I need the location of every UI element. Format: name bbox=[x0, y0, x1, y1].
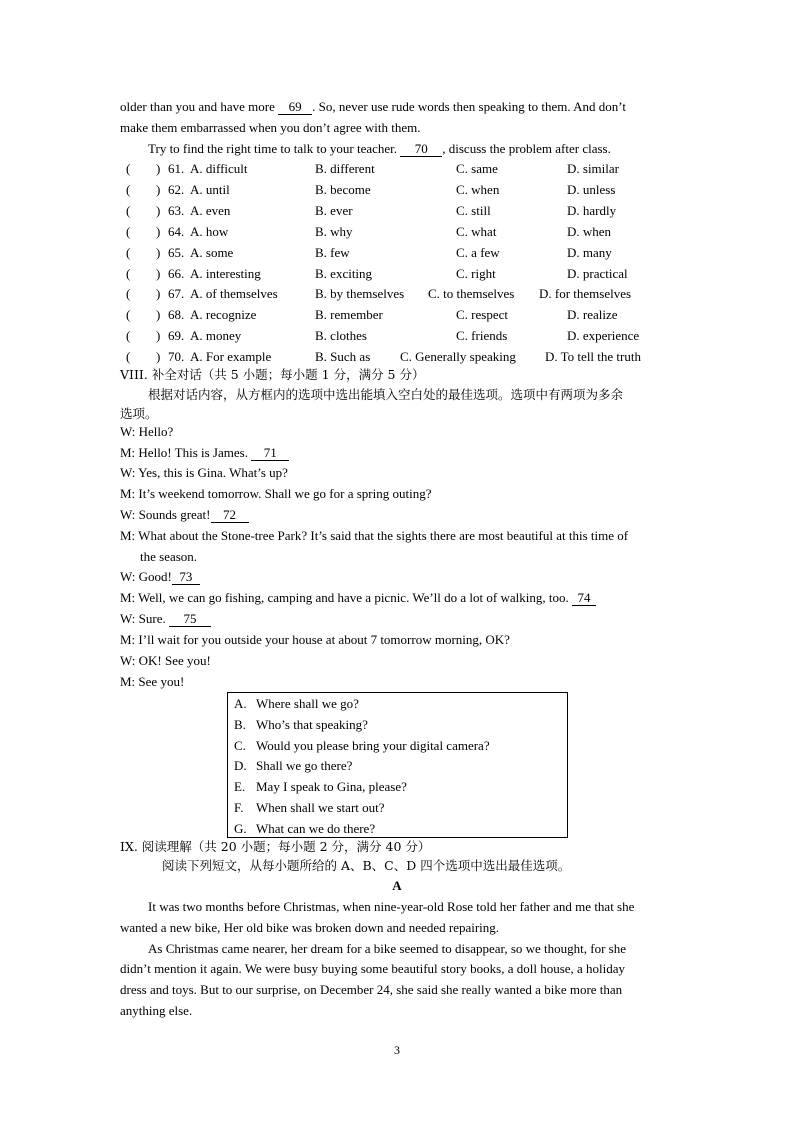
choice-box bbox=[227, 692, 568, 838]
reading-line: As Christmas came nearer, her dream for a bike seemed to disappear, so we thought, for she bbox=[148, 941, 626, 956]
section-9-heading: IX. 阅读理解（共 20 小题；每小题 2 分，满分 40 分） bbox=[120, 839, 431, 854]
option-num: 62. bbox=[168, 181, 185, 197]
reading-line: It was two months before Christmas, when nine-year-old Rose told her father and me that she bbox=[148, 899, 635, 914]
option-d: D. similar bbox=[567, 161, 619, 176]
option-row bbox=[120, 244, 680, 262]
option-c: C. when bbox=[456, 181, 500, 197]
option-a: A. some bbox=[190, 244, 234, 260]
option-row bbox=[120, 160, 680, 178]
option-a: A. difficult bbox=[190, 161, 248, 176]
option-open: ( bbox=[126, 349, 131, 365]
option-c: C. same bbox=[456, 161, 498, 176]
option-d: D. for themselves bbox=[539, 286, 632, 302]
option-d: D. practical bbox=[567, 265, 628, 281]
option-c: C. right bbox=[456, 265, 496, 281]
option-c: C. to themselves bbox=[428, 286, 515, 302]
choice-key: C. bbox=[234, 737, 246, 753]
choice-key: A. bbox=[234, 696, 247, 711]
choice-key: B. bbox=[234, 716, 246, 732]
choice-text: When shall we start out? bbox=[256, 800, 385, 815]
option-c: C. respect bbox=[456, 307, 508, 323]
dialogue-line: M: What about the Stone-tree Park? It’s said that the sights there are most beautiful at this time of bbox=[120, 528, 629, 543]
option-close: ) bbox=[156, 307, 161, 323]
reading-line: dress and toys. But to our surprise, on December 24, she said she really wanted a bike more than bbox=[120, 982, 623, 997]
option-a: A. For example bbox=[190, 349, 272, 365]
dialogue-line: W: Yes, this is Gina. What’s up? bbox=[120, 465, 288, 480]
blank-72: 72 bbox=[211, 507, 249, 523]
option-b: B. different bbox=[315, 161, 375, 176]
option-close: ) bbox=[156, 265, 161, 281]
option-b: B. remember bbox=[315, 307, 383, 323]
passage-line-2: make them embarrassed when you don’t agree with them. bbox=[120, 120, 421, 135]
dialogue-line: the season. bbox=[140, 549, 198, 564]
option-close: ) bbox=[156, 244, 161, 260]
blank-69: 69 bbox=[278, 99, 312, 115]
dialogue-line: W: Hello? bbox=[120, 424, 174, 439]
option-b: B. few bbox=[315, 244, 350, 260]
option-num: 67. bbox=[168, 286, 185, 302]
section-8-instruction-cont: 选项。 bbox=[120, 406, 158, 421]
section-8-instruction: 根据对话内容，从方框内的选项中选出能填入空白处的最佳选项。选项中有两项为多余 bbox=[148, 387, 624, 402]
reading-line: wanted a new bike, Her old bike was broken down and needed repairing. bbox=[120, 920, 500, 935]
choice-key: D. bbox=[234, 758, 247, 774]
dialogue-line: W: Sure. 75 bbox=[120, 610, 211, 628]
dialogue-line: W: Sounds great! 72 bbox=[120, 506, 249, 524]
option-close: ) bbox=[156, 286, 161, 302]
option-row bbox=[120, 327, 680, 345]
section-9-instruction: 阅读下列短文，从每小题所给的 A、B、C、D 四个选项中选出最佳选项。 bbox=[162, 858, 571, 873]
option-a: A. even bbox=[190, 202, 231, 218]
blank-75: 75 bbox=[169, 611, 211, 627]
option-num: 64. bbox=[168, 223, 185, 239]
option-open: ( bbox=[126, 202, 131, 218]
blank-73: 73 bbox=[172, 569, 200, 585]
option-b: B. exciting bbox=[315, 265, 373, 281]
option-num: 70. bbox=[168, 349, 185, 365]
option-b: B. Such as bbox=[315, 349, 371, 365]
dialogue-line: M: It’s weekend tomorrow. Shall we go for a spring outing? bbox=[120, 486, 432, 501]
option-num: 69. bbox=[168, 328, 185, 344]
passage-line-3: Try to find the right time to talk to your teacher. 70 , discuss the problem after class. bbox=[148, 141, 611, 156]
option-open: ( bbox=[126, 286, 131, 302]
option-a: A. recognize bbox=[190, 307, 257, 323]
choice-key: E. bbox=[234, 779, 246, 795]
choice-text: Who’s that speaking? bbox=[256, 716, 368, 732]
option-b: B. by themselves bbox=[315, 286, 405, 302]
reading-line: anything else. bbox=[120, 1003, 193, 1018]
option-close: ) bbox=[156, 202, 161, 218]
option-a: A. how bbox=[190, 223, 229, 239]
dialogue-line: W: Good! 73 bbox=[120, 568, 200, 586]
section-8-heading: VIII. 补全对话（共 5 小题；每小题 1 分，满分 5 分） bbox=[120, 367, 425, 382]
choice-key: G. bbox=[234, 820, 247, 836]
choice-text: Shall we go there? bbox=[256, 758, 353, 774]
option-open: ( bbox=[126, 161, 131, 176]
option-a: A. interesting bbox=[190, 265, 261, 281]
choice-text: What can we do there? bbox=[256, 820, 376, 836]
blank-74: 74 bbox=[572, 590, 596, 606]
option-c: C. a few bbox=[456, 244, 500, 260]
option-c: C. still bbox=[456, 202, 491, 218]
dialogue-line: M: I’ll wait for you outside your house at about 7 tomorrow morning, OK? bbox=[120, 632, 510, 647]
choice-text: Where shall we go? bbox=[256, 696, 359, 711]
option-open: ( bbox=[126, 223, 131, 239]
option-row bbox=[120, 202, 680, 220]
dialogue-line: W: OK! See you! bbox=[120, 653, 211, 668]
dialogue-line: M: See you! bbox=[120, 674, 185, 689]
option-open: ( bbox=[126, 328, 131, 344]
option-b: B. ever bbox=[315, 202, 353, 218]
choice-text: Would you please bring your digital camera? bbox=[256, 737, 490, 753]
option-a: A. of themselves bbox=[190, 286, 278, 302]
option-row bbox=[120, 181, 680, 199]
choice-text: May I speak to Gina, please? bbox=[256, 779, 407, 795]
option-close: ) bbox=[156, 223, 161, 239]
option-b: B. why bbox=[315, 223, 353, 239]
option-row bbox=[120, 306, 680, 324]
option-num: 63. bbox=[168, 202, 185, 218]
option-close: ) bbox=[156, 161, 161, 176]
option-open: ( bbox=[126, 307, 131, 323]
option-row bbox=[120, 285, 680, 303]
dialogue-line: M: Well, we can go fishing, camping and have a picnic. We’ll do a lot of walking, too. 74 bbox=[120, 589, 596, 607]
reading-line: didn’t mention it again. We were busy buying some beautiful story books, a doll house, a holiday bbox=[120, 961, 626, 976]
option-open: ( bbox=[126, 244, 131, 260]
option-a: A. until bbox=[190, 181, 230, 197]
option-d: D. when bbox=[567, 223, 612, 239]
option-open: ( bbox=[126, 265, 131, 281]
option-num: 66. bbox=[168, 265, 185, 281]
option-b: B. become bbox=[315, 181, 371, 197]
option-d: D. experience bbox=[567, 328, 640, 344]
option-c: C. friends bbox=[456, 328, 508, 344]
option-d: D. many bbox=[567, 244, 612, 260]
option-close: ) bbox=[156, 181, 161, 197]
option-num: 61. bbox=[168, 161, 185, 176]
option-b: B. clothes bbox=[315, 328, 367, 344]
page-number: 3 bbox=[394, 1043, 400, 1057]
option-a: A. money bbox=[190, 328, 242, 344]
option-num: 65. bbox=[168, 244, 185, 260]
option-d: D. hardly bbox=[567, 202, 617, 218]
option-c: C. Generally speaking bbox=[400, 349, 516, 365]
option-d: D. unless bbox=[567, 181, 616, 197]
dialogue-line: M: Hello! This is James. 71 bbox=[120, 444, 289, 462]
option-num: 68. bbox=[168, 307, 185, 323]
option-close: ) bbox=[156, 328, 161, 344]
option-c: C. what bbox=[456, 223, 497, 239]
option-row bbox=[120, 223, 680, 241]
option-row bbox=[120, 265, 680, 283]
choice-key: F. bbox=[234, 800, 244, 815]
option-row bbox=[120, 348, 680, 366]
option-d: D. realize bbox=[567, 307, 618, 323]
passage-title: A bbox=[392, 878, 402, 893]
option-open: ( bbox=[126, 181, 131, 197]
blank-71: 71 bbox=[251, 445, 289, 461]
blank-70: 70 bbox=[400, 141, 442, 157]
passage-line-1: older than you and have more 69 . So, never use rude words then speaking to them. And don’t bbox=[120, 99, 627, 114]
option-d: D. To tell the truth bbox=[545, 349, 641, 365]
option-close: ) bbox=[156, 349, 161, 365]
